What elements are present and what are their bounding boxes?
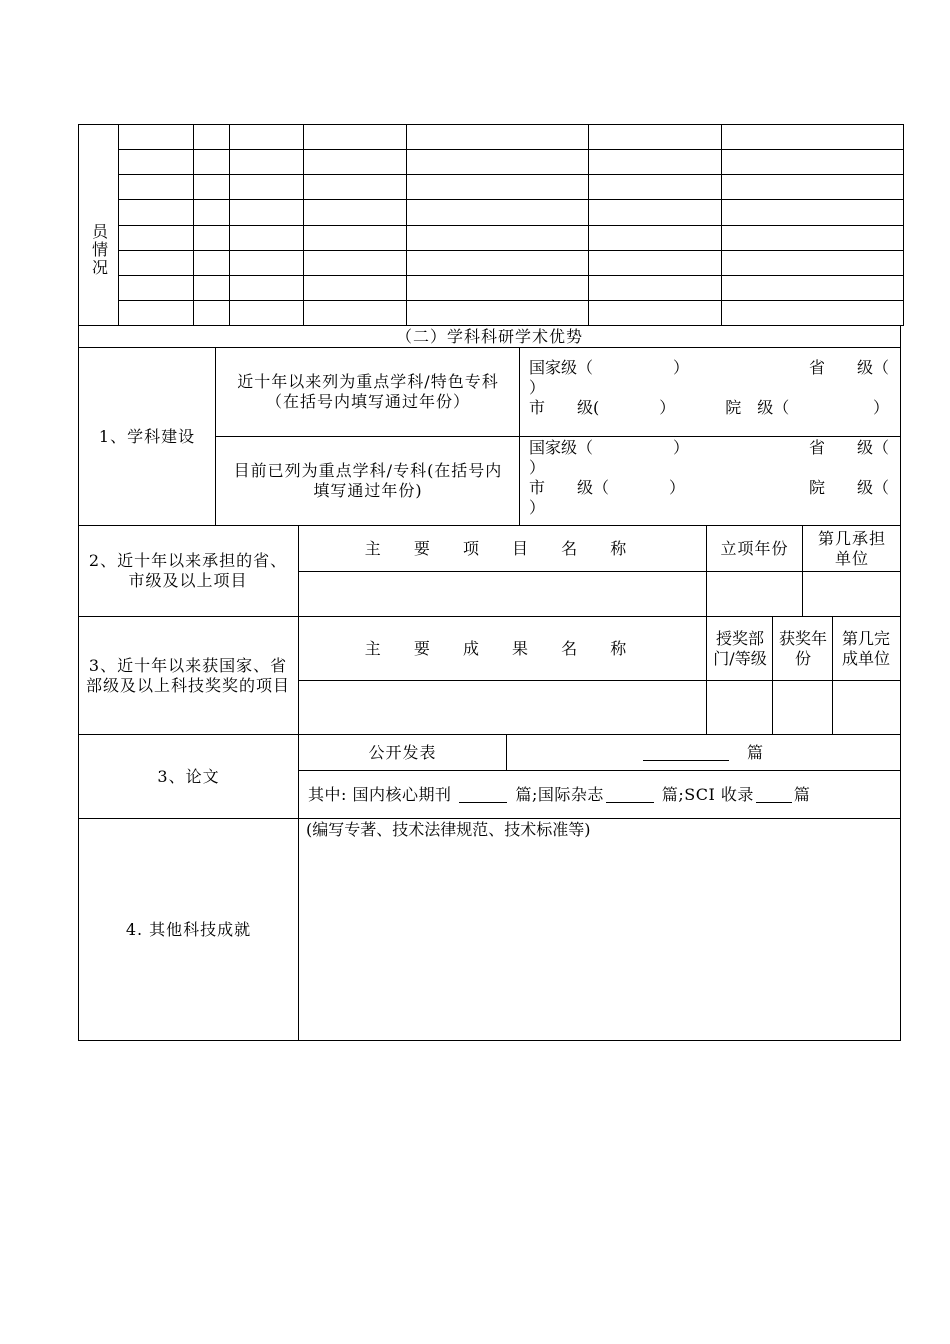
discipline-answer-1	[529, 358, 889, 418]
papers-label: 3、论文	[157, 766, 220, 786]
projects-col-order: 第几承担单位	[817, 528, 886, 568]
papers-sci-blank[interactable]	[756, 786, 792, 803]
papers-core-blank[interactable]	[459, 786, 507, 803]
discipline-q1: 近十年以来列为重点学科/特色专科（在括号内填写通过年份）	[237, 372, 499, 411]
other-content-area[interactable]	[299, 846, 900, 1040]
projects-label: 2、近十年以来承担的省、市级及以上项目	[88, 551, 288, 590]
provincial-close-2: ）	[529, 458, 546, 477]
college-open: 院 级（	[725, 398, 790, 417]
provincial-close: ）	[529, 378, 546, 397]
city-close: ）	[659, 398, 676, 417]
papers-published-blank[interactable]	[643, 744, 729, 761]
staff-side-label: 员情况	[89, 223, 109, 277]
national-close: ）	[673, 358, 690, 377]
awards-col-order: 第几完成单位	[842, 628, 891, 668]
papers-sci-label: 篇;SCI 收录	[661, 784, 754, 804]
papers-intl-blank[interactable]	[606, 786, 654, 803]
papers-core-label: 其中: 国内核心期刊	[308, 784, 452, 804]
awards-col-dept: 授奖部门/等级	[713, 628, 767, 668]
other-label: 4. 其他科技成就	[125, 919, 252, 939]
discipline-label: 1、学科建设	[98, 426, 196, 446]
city-open-2: 市 级（	[529, 478, 610, 497]
awards-col-name: 主 要 成 果 名 称	[364, 638, 641, 658]
papers-breakdown	[308, 771, 898, 818]
papers-published-label: 公开发表	[368, 742, 437, 762]
city-close-2: ）	[669, 478, 686, 497]
national-close-2: ）	[673, 438, 690, 457]
section2-title: （二）学科科研学术优势	[395, 326, 583, 346]
projects-col-name: 主 要 项 目 名 称	[364, 538, 641, 558]
city-open: 市 级(	[529, 398, 600, 417]
discipline-answer-2	[529, 438, 889, 518]
awards-col-year: 获奖年份	[779, 628, 828, 668]
papers-end-unit: 篇	[793, 784, 811, 804]
other-hint: (编写专著、技术法律规范、技术标准等)	[306, 820, 591, 839]
papers-unit: 篇	[746, 742, 764, 762]
provincial-open: 省 级（	[808, 358, 889, 377]
provincial-open-2: 省 级（	[808, 438, 889, 457]
papers-published-count	[507, 735, 900, 770]
national-open: 国家级（	[529, 358, 594, 377]
college-open-2: 院 级（	[808, 478, 889, 497]
discipline-q2: 目前已列为重点学科/专科(在括号内填写通过年份)	[233, 461, 503, 500]
national-open-2: 国家级（	[529, 438, 594, 457]
awards-label: 3、近十年以来获国家、省部级及以上科技奖奖的项目	[85, 655, 290, 695]
projects-col-year: 立项年份	[720, 538, 789, 558]
papers-intl-label: 篇;国际杂志	[515, 784, 604, 804]
college-close: ）	[872, 398, 889, 417]
college-close-2: ）	[529, 498, 546, 517]
